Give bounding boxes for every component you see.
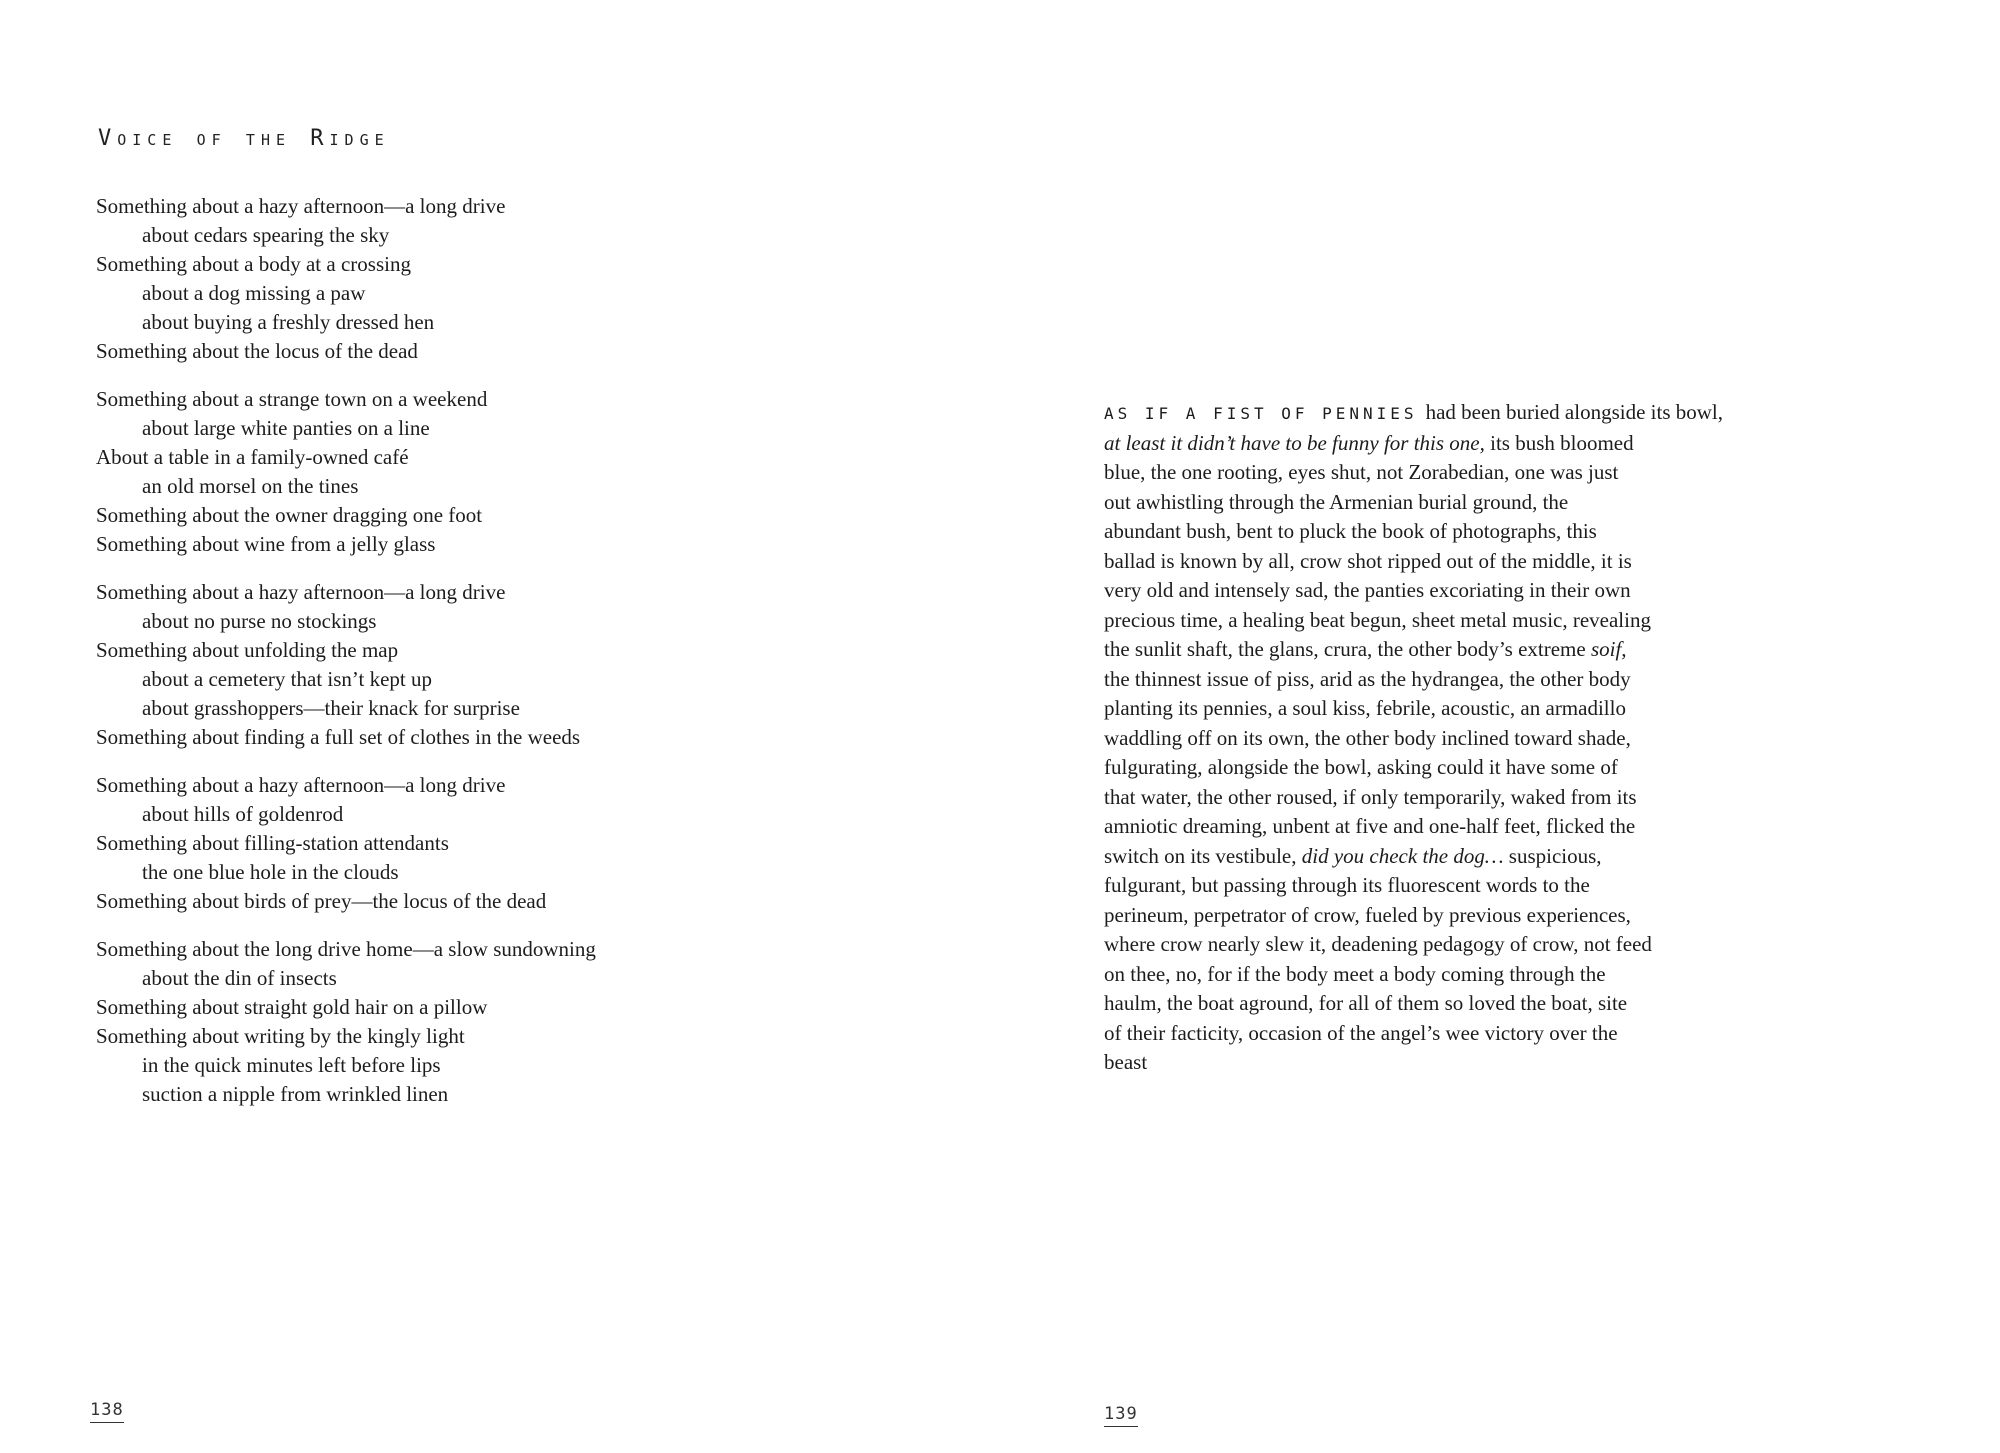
page-number: 138 [90, 1400, 124, 1423]
poem-line: about a cemetery that isn’t kept up [142, 667, 433, 691]
prose-line: precious time, a healing beat begun, sheet metal music, revealing [1104, 607, 1651, 632]
prose-line [1104, 635, 1794, 665]
poem-line: about cedars spearing the sky [142, 223, 390, 247]
italic-phrase: at least it didn’t have to be funny for this one, [1104, 430, 1485, 455]
prose-line: where crow nearly slew it, deadening pedagogy of crow, not feed [1104, 932, 1652, 956]
prose-line: haulm, the boat aground, for all of them so loved the boat, site [1104, 991, 1628, 1015]
poem-line: about hills of goldenrod [142, 802, 344, 826]
prose-line [1104, 429, 1794, 459]
prose-line: perineum, perpetrator of crow, fueled by previous experiences, [1104, 902, 1631, 927]
lead-in-caps: AS IF A FIST OF PENNIES [1104, 404, 1418, 423]
prose-line: amniotic dreaming, unbent at five and one-half feet, flicked the [1104, 814, 1636, 838]
poem-line: Something about wine from a jelly glass [96, 532, 436, 556]
poem-line: Something about a hazy afternoon—a long drive [96, 580, 506, 604]
poem-line: Something about the long drive home—a slow sundowning [96, 937, 596, 961]
poem-line: Something about filling-station attendants [96, 831, 449, 855]
poem-line: about a dog missing a paw [142, 281, 366, 305]
prose-line: of their facticity, occasion of the angel’s wee victory over the [1104, 1020, 1618, 1045]
prose-text: suspicious, [1503, 843, 1602, 868]
poem-line: about grasshoppers—their knack for surprise [142, 696, 520, 720]
poem-line: Something about unfolding the map [96, 638, 399, 662]
prose-text: had been buried alongside its bowl, [1425, 400, 1723, 424]
poem-body [96, 192, 696, 1128]
poem-line: Something about a hazy afternoon—a long drive [96, 773, 506, 797]
poem-line: About a table in a family-owned café [96, 445, 409, 469]
prose-line: waddling off on its own, the other body inclined toward shade, [1104, 725, 1631, 750]
prose-line: fulgurant, but passing through its fluorescent words to the [1104, 873, 1590, 897]
poem-line: Something about a strange town on a weekend [96, 387, 488, 411]
poem-line: in the quick minutes left before lips [142, 1053, 441, 1077]
stanza [96, 771, 696, 916]
poem-line: Something about a body at a crossing [96, 252, 411, 276]
poem-line: Something about the locus of the dead [96, 339, 418, 363]
prose-text: switch on its vestibule, [1104, 843, 1302, 868]
poem-line: Something about the owner dragging one foot [96, 503, 483, 527]
poem-line: about buying a freshly dressed hen [142, 310, 435, 334]
prose-line: on thee, no, for if the body meet a body coming through the [1104, 961, 1606, 986]
poem-line: Something about straight gold hair on a pillow [96, 995, 488, 1019]
prose-poem [1104, 398, 1794, 1078]
poem-line: suction a nipple from wrinkled linen [142, 1082, 449, 1106]
prose-line: that water, the other roused, if only temporarily, waked from its [1104, 784, 1637, 809]
stanza [96, 192, 696, 366]
prose-line: out awhistling through the Armenian burial ground, the [1104, 489, 1569, 514]
stanza [96, 385, 696, 559]
right-page [1000, 0, 2000, 1453]
poem-title: Voice of the Ridge [98, 126, 390, 151]
stanza [96, 578, 696, 752]
poem-line: the one blue hole in the clouds [142, 860, 399, 884]
prose-text: the sunlit shaft, the glans, crura, the other body’s extreme [1104, 637, 1591, 661]
prose-line: abundant bush, bent to pluck the book of photographs, this [1104, 519, 1597, 543]
poem-line: about no purse no stockings [142, 609, 377, 633]
prose-line: planting its pennies, a soul kiss, febrile, acoustic, an armadillo [1104, 696, 1626, 720]
prose-line: beast [1104, 1050, 1148, 1074]
poem-line: an old morsel on the tines [142, 474, 359, 498]
poem-line: Something about birds of prey—the locus of the dead [96, 889, 547, 913]
poem-line: Something about a hazy afternoon—a long drive [96, 194, 506, 218]
italic-phrase: soif, [1590, 637, 1627, 661]
prose-line [1104, 842, 1794, 872]
prose-line: very old and intensely sad, the panties excoriating in their own [1104, 578, 1631, 602]
poem-line: Something about finding a full set of clothes in the weeds [96, 725, 581, 749]
poem-line: about large white panties on a line [142, 416, 430, 440]
poem-line: about the din of insects [142, 966, 337, 990]
prose-line: blue, the one rooting, eyes shut, not Zorabedian, one was just [1104, 460, 1619, 484]
poem-line: Something about writing by the kingly light [96, 1024, 465, 1048]
prose-line: ballad is known by all, crow shot ripped out of the middle, it is [1104, 548, 1632, 573]
prose-line [1104, 398, 1794, 429]
prose-line: the thinnest issue of piss, arid as the hydrangea, the other body [1104, 666, 1631, 691]
prose-line: fulgurating, alongside the bowl, asking could it have some of [1104, 755, 1618, 779]
italic-phrase: did you check the dog… [1301, 843, 1504, 868]
page-number: 139 [1104, 1404, 1138, 1427]
stanza [96, 935, 696, 1109]
prose-text: its bush bloomed [1484, 430, 1634, 455]
